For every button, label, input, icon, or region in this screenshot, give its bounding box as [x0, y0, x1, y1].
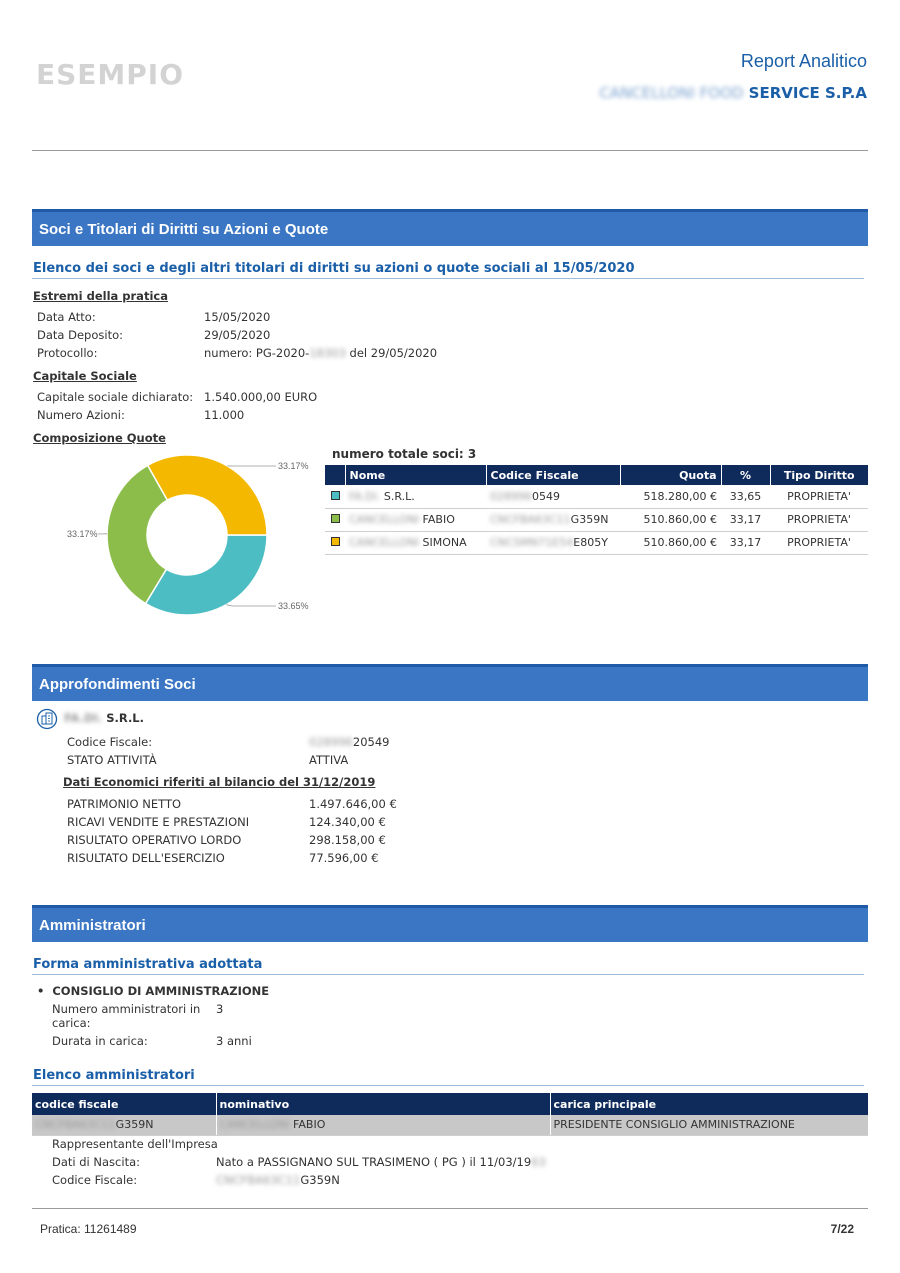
risultato-esercizio-label: RISULTATO DELL'ESERCIZIO — [67, 851, 225, 865]
socio-quota-cell: 510.860,00 € — [620, 508, 721, 531]
slice-label: 33.65% — [278, 601, 309, 611]
admin-nom-redacted: CANCELLONI — [219, 1118, 290, 1132]
capitale-dichiarato-value: 1.540.000,00 EURO — [204, 390, 318, 404]
table-row — [325, 531, 868, 554]
section-bar-amministratori: Amministratori — [32, 905, 868, 942]
protocollo-redacted: 18303 — [309, 346, 346, 360]
footer-divider — [32, 1208, 868, 1209]
nome-visible: SIMONA — [419, 536, 467, 549]
bilancio-label: Dati Economici riferiti al bilancio del 31/12/2019 — [63, 775, 376, 789]
socio-cf-cell — [486, 508, 620, 531]
estremi-label: Estremi della pratica — [33, 289, 168, 303]
page-number: 7/22 — [830, 1222, 854, 1236]
company-name — [599, 84, 867, 102]
composizione-label: Composizione Quote — [33, 431, 166, 445]
nome-redacted: CANCELLONI — [349, 536, 420, 549]
socio-cf-cell — [486, 485, 620, 508]
col-pct: % — [721, 465, 770, 485]
table-row — [325, 485, 868, 508]
donut-slice — [148, 455, 267, 535]
legend-swatch — [331, 514, 340, 523]
socio-pct-cell: 33,65 — [721, 485, 770, 508]
protocollo-value — [204, 346, 437, 360]
risultato-operativo-value: 298.158,00 € — [309, 833, 386, 847]
bullet-icon: • — [37, 984, 53, 998]
admin-cf-cell — [32, 1115, 216, 1135]
dati-nascita-label: Dati di Nascita: — [52, 1155, 141, 1169]
elenco-underline — [32, 1085, 864, 1086]
durata-value: 3 anni — [216, 1034, 252, 1048]
socio-cf-label: Codice Fiscale: — [67, 735, 153, 749]
nome-redacted: CANCELLONI — [349, 513, 420, 526]
socio-cf-visible: 20549 — [352, 735, 390, 749]
watermark-text: ESEMPIO — [36, 58, 185, 91]
numero-amministratori-value: 3 — [216, 1002, 224, 1016]
col-admin-cf: codice fiscale — [32, 1093, 216, 1115]
nascita-visible: Nato a PASSIGNANO SUL TRASIMENO ( PG ) il 11/03/19 — [216, 1155, 532, 1169]
socio-pct-cell: 33,17 — [721, 531, 770, 554]
nome-redacted: FA.DI. — [349, 489, 381, 503]
patrimonio-netto-value: 1.497.646,00 € — [309, 797, 397, 811]
donut-slice — [146, 535, 267, 615]
cf-redacted: 028996 — [490, 489, 532, 503]
socio-quota-cell: 518.280,00 € — [620, 485, 721, 508]
admin-cf-visible: G359N — [115, 1118, 154, 1132]
socio-cf-cell — [486, 531, 620, 554]
soci-subtitle: Elenco dei soci e degli altri titolari di diritti su azioni o quote sociali al 15/05/2020 — [33, 261, 635, 276]
header-divider — [32, 150, 868, 151]
cf-redacted: CNCSMN71E54 — [490, 536, 574, 549]
socio-tipo-cell: PROPRIETA' — [770, 485, 868, 508]
capitale-dichiarato-label: Capitale sociale dichiarato: — [37, 390, 194, 404]
nome-visible: FABIO — [419, 513, 455, 526]
quote-donut-chart — [60, 450, 320, 620]
numero-amministratori-label: Numero amministratori in carica: — [52, 1002, 201, 1030]
forma-amministrativa-label: Forma amministrativa adottata — [33, 957, 263, 972]
risultato-operativo-label: RISULTATO OPERATIVO LORDO — [67, 833, 242, 847]
company-name-suffix: SERVICE S.P.A — [748, 84, 867, 102]
col-admin-carica: carica principale — [550, 1093, 868, 1115]
section-bar-approfondimenti: Approfondimenti Soci — [32, 664, 868, 701]
patrimonio-netto-label: PATRIMONIO NETTO — [67, 797, 182, 811]
donut-slice — [107, 465, 167, 603]
subtitle-underline — [32, 278, 864, 279]
legend-swatch — [331, 491, 340, 500]
forma-underline — [32, 974, 864, 975]
report-title: Report Analitico — [740, 51, 867, 71]
admin-cf-value — [216, 1173, 340, 1187]
col-tipo-diritto: Tipo Diritto — [770, 465, 868, 485]
nascita-redacted: 63 — [531, 1155, 546, 1169]
admin-nominativo-cell — [216, 1115, 550, 1135]
col-codice-fiscale: Codice Fiscale — [486, 465, 620, 485]
socio-cf-redacted: 028996 — [309, 735, 353, 749]
protocollo-suffix: del 29/05/2020 — [345, 346, 438, 360]
numero-azioni-value: 11.000 — [204, 408, 245, 422]
socio-company-redacted: FA.DI. — [64, 711, 103, 725]
protocollo-prefix: numero: PG-2020- — [204, 346, 310, 360]
table-row — [325, 508, 868, 531]
slice-label: 33.17% — [67, 529, 98, 539]
capitale-label: Capitale Sociale — [33, 369, 137, 383]
socio-nome-cell — [345, 531, 486, 554]
socio-cf-value — [309, 735, 390, 749]
col-admin-nominativo: nominativo — [216, 1093, 550, 1115]
building-icon — [36, 708, 58, 730]
table-row — [32, 1115, 868, 1135]
socio-company-suffix: S.R.L. — [102, 711, 145, 725]
section-bar-soci: Soci e Titolari di Diritti su Azioni e Quote — [32, 209, 868, 246]
socio-tipo-cell: PROPRIETA' — [770, 508, 868, 531]
cf-redacted: CNCFBA63C11 — [490, 513, 571, 526]
swatch-cell — [325, 485, 345, 508]
ricavi-label: RICAVI VENDITE E PRESTAZIONI — [67, 815, 250, 829]
admin-cf2-visible: G359N — [300, 1173, 340, 1187]
admin-carica-cell: PRESIDENTE CONSIGLIO AMMINISTRAZIONE — [550, 1115, 868, 1135]
admin-cf-label: Codice Fiscale: — [52, 1173, 138, 1187]
durata-label: Durata in carica: — [52, 1034, 148, 1048]
admin-cf-redacted: CNCFBA63C11 — [35, 1118, 116, 1132]
socio-pct-cell: 33,17 — [721, 508, 770, 531]
soci-table — [325, 465, 868, 555]
data-deposito-value: 29/05/2020 — [204, 328, 271, 342]
rappresentante-label: Rappresentante dell'Impresa — [52, 1137, 218, 1151]
risultato-esercizio-value: 77.596,00 € — [309, 851, 379, 865]
totale-soci: numero totale soci: 3 — [332, 447, 477, 461]
numero-azioni-label: Numero Azioni: — [37, 408, 125, 422]
slice-leader-line — [226, 605, 276, 606]
amministratori-table — [32, 1093, 868, 1136]
stato-attivita-label: STATO ATTIVITÀ — [67, 753, 157, 767]
pratica-number: Pratica: 11261489 — [40, 1222, 137, 1236]
dati-nascita-value — [216, 1155, 546, 1169]
data-atto-value: 15/05/2020 — [204, 310, 271, 324]
protocollo-label: Protocollo: — [37, 346, 98, 360]
elenco-amministratori-label: Elenco amministratori — [33, 1068, 195, 1083]
col-nome: Nome — [345, 465, 486, 485]
legend-swatch — [331, 537, 340, 546]
admin-cf2-redacted: CNCFBA63C11 — [216, 1173, 301, 1187]
nome-visible: S.R.L. — [380, 489, 415, 503]
socio-company-name — [64, 711, 144, 725]
swatch-cell — [325, 508, 345, 531]
cf-visible: G359N — [570, 513, 609, 526]
cf-visible: E805Y — [573, 536, 608, 549]
col-color — [325, 465, 345, 485]
company-name-redacted: CANCELLONI FOOD — [599, 84, 744, 102]
data-atto-label: Data Atto: — [37, 310, 96, 324]
cf-visible: 0549 — [532, 489, 560, 503]
socio-quota-cell: 510.860,00 € — [620, 531, 721, 554]
col-quota: Quota — [620, 465, 721, 485]
consiglio-item — [37, 984, 269, 998]
socio-nome-cell — [345, 485, 486, 508]
socio-tipo-cell: PROPRIETA' — [770, 531, 868, 554]
stato-attivita-value: ATTIVA — [309, 753, 349, 767]
admin-nom-visible: FABIO — [289, 1118, 326, 1132]
consiglio-label: CONSIGLIO DI AMMINISTRAZIONE — [52, 984, 270, 998]
swatch-cell — [325, 531, 345, 554]
socio-nome-cell — [345, 508, 486, 531]
data-deposito-label: Data Deposito: — [37, 328, 123, 342]
slice-label: 33.17% — [278, 461, 309, 471]
ricavi-value: 124.340,00 € — [309, 815, 386, 829]
